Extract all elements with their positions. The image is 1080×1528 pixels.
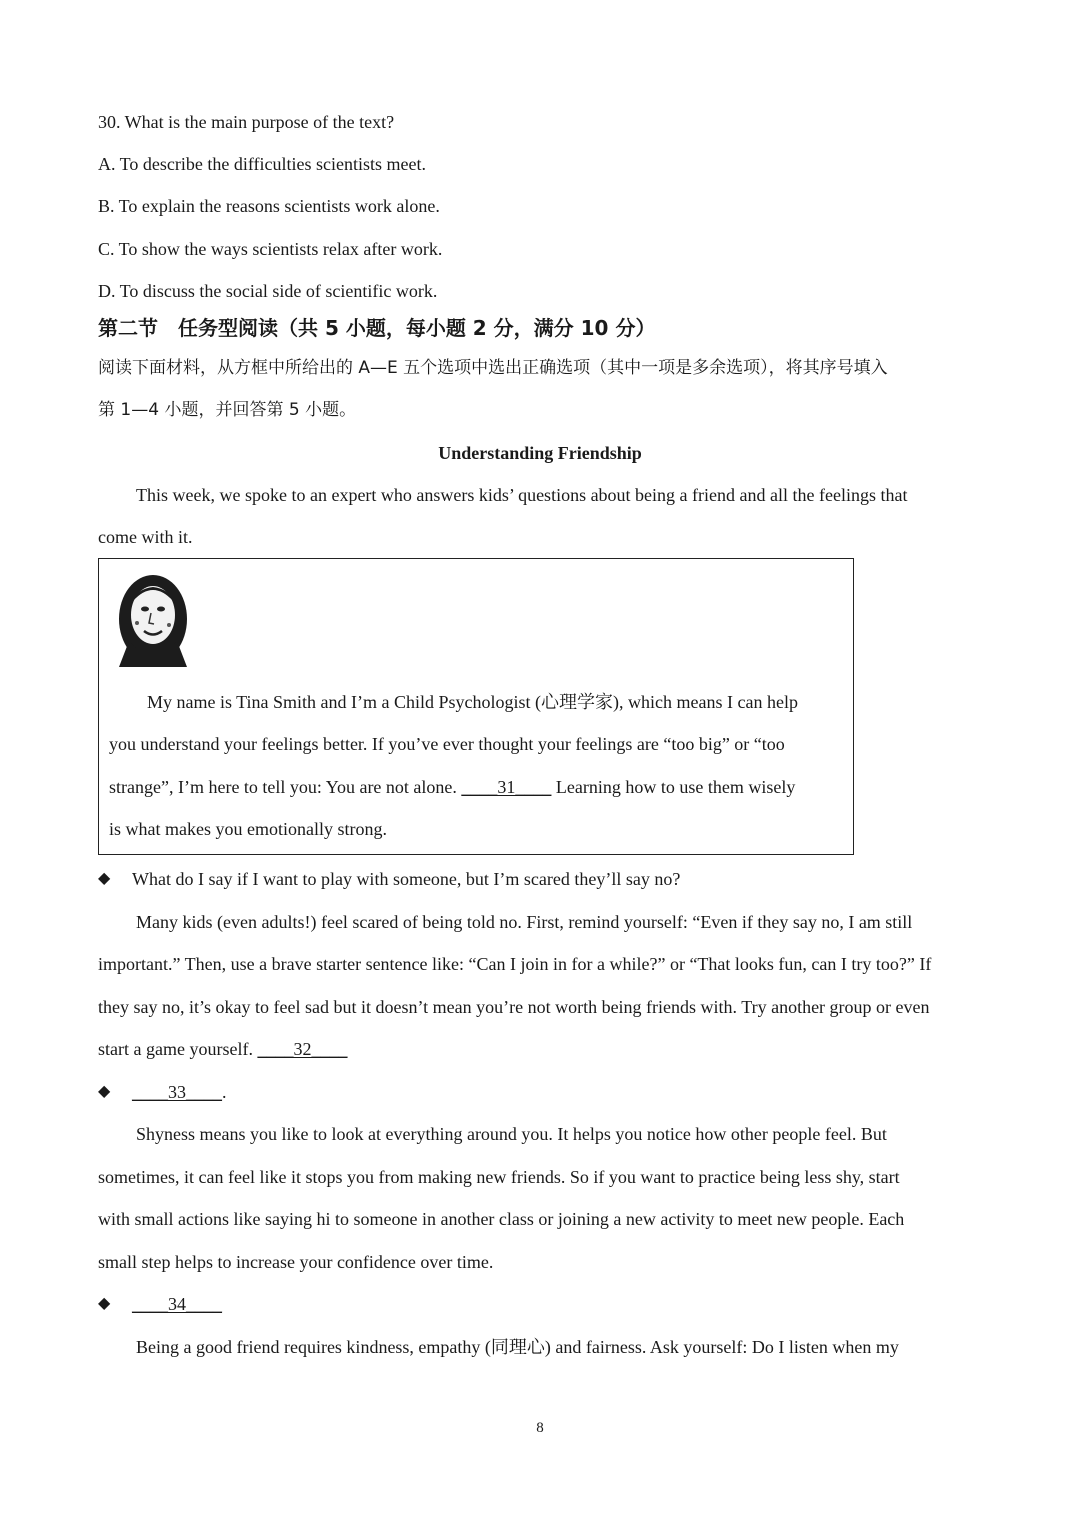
expert-portrait	[111, 571, 195, 671]
box-line-1: My name is Tina Smith and I’m a Child Psychologist (心理学家), which means I can help	[147, 692, 798, 712]
diamond-bullet-icon: ◆	[98, 1295, 111, 1312]
q1-line-2: important.” Then, use a brave starter sentence like: “Can I join in for a while?” or “That looks fun, can I try too?” If	[98, 954, 932, 974]
q2-line-4: small step helps to increase your confidence over time.	[98, 1252, 494, 1272]
blank-31[interactable]: ____31____	[461, 777, 552, 797]
q3-heading	[132, 1292, 222, 1316]
q2-line-2: sometimes, it can feel like it stops you from making new friends. So if you want to practice being less shy, start	[98, 1167, 900, 1187]
q2-heading-suffix: .	[222, 1082, 227, 1102]
q2-heading	[132, 1080, 227, 1104]
q1-line-1: Many kids (even adults!) feel scared of being told no. First, remind yourself: “Even if they say no, I am still	[136, 912, 913, 932]
q1-line-4-start: start a game yourself.	[98, 1039, 258, 1059]
q3-line-1: Being a good friend requires kindness, empathy (同理心) and fairness. Ask yourself: Do I listen when my	[136, 1337, 899, 1357]
box-line-3-start: strange”, I’m here to tell you: You are not alone.	[109, 777, 462, 797]
intro-line-1: This week, we spoke to an expert who answers kids’ questions about being a friend and all the feelings that	[136, 485, 908, 505]
intro-line-2: come with it.	[98, 527, 193, 547]
expert-intro-box	[98, 558, 854, 855]
page-number: 8	[536, 1420, 544, 1436]
option-a: A. To describe the difficulties scientists meet.	[98, 154, 426, 174]
q1-line-4	[98, 1037, 347, 1061]
box-line-3	[109, 775, 795, 799]
blank-33[interactable]: ____33____	[132, 1082, 222, 1102]
blank-32[interactable]: ____32____	[257, 1039, 348, 1059]
section-instruction-line-2: 第 1—4 小题，并回答第 5 小题。	[98, 400, 357, 420]
blank-34[interactable]: ____34____	[132, 1294, 222, 1314]
diamond-bullet-icon: ◆	[98, 870, 111, 887]
section-heading: 第二节 任务型阅读（共 5 小题，每小题 2 分，满分 10 分）	[98, 316, 656, 340]
option-c: C. To show the ways scientists relax after work.	[98, 239, 443, 259]
question-30-stem: 30. What is the main purpose of the text?	[98, 112, 395, 132]
box-line-3-end: Learning how to use them wisely	[551, 777, 796, 797]
box-line-4: is what makes you emotionally strong.	[109, 819, 387, 839]
box-line-2: you understand your feelings better. If you’ve ever thought your feelings are “too big” or “too	[109, 734, 785, 754]
section-instruction-line-1: 阅读下面材料，从方框中所给出的 A—E 五个选项中选出正确选项（其中一项是多余选项），将其序号填入	[98, 358, 888, 378]
diamond-bullet-icon: ◆	[98, 1083, 111, 1100]
option-b: B. To explain the reasons scientists work alone.	[98, 196, 440, 216]
q1-heading: What do I say if I want to play with someone, but I’m scared they’ll say no?	[132, 869, 681, 889]
q2-line-1: Shyness means you like to look at everything around you. It helps you notice how other people feel. But	[136, 1124, 887, 1144]
q2-line-3: with small actions like saying hi to someone in another class or joining a new activity to meet new people. Each	[98, 1209, 905, 1229]
q1-line-3: they say no, it’s okay to feel sad but it doesn’t mean you’re not worth being friends with. Try another group or even	[98, 997, 930, 1017]
article-title: Understanding Friendship	[438, 443, 642, 463]
option-d: D. To discuss the social side of scientific work.	[98, 281, 438, 301]
